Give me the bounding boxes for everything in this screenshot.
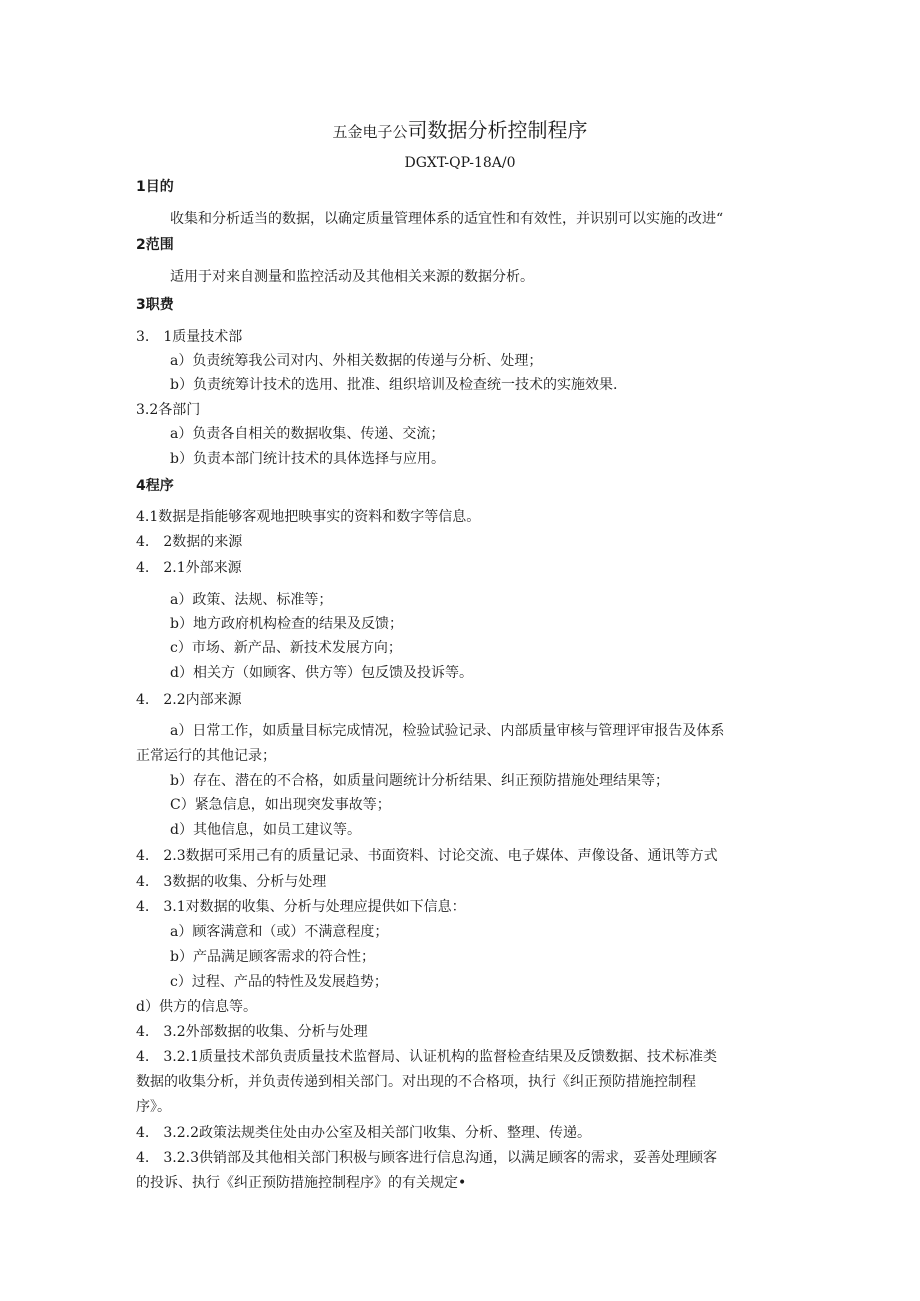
title-large-part: 司数据分析控制程序 [407,118,588,142]
line-4-2: 4. 2数据的来源 [136,534,243,550]
section-3-2-label: 3.2各部门 [136,402,201,418]
line-4-3-2: 4. 3.2外部数据的收集、分析与处理 [136,1024,368,1040]
section-3-2-item-b: b）负责本部门统计技术的具体选择与应用。 [170,451,445,467]
section-2-paragraph: 适用于对来自测量和监控活动及其他相关来源的数据分析。 [170,269,534,285]
list-item: c）过程、产品的特性及发展趋势； [170,974,388,990]
section-3-2-item-a: a）负责各自相关的数据收集、传递、交流； [170,426,445,442]
line-4-3-1: 4. 3.1对数据的收集、分析与处理应提供如下信息： [136,899,466,915]
line-4-3-2-1-part1: 4. 3.2.1质量技术部负责质量技术监督局、认证机构的监督检查结果及反馈数据、技术标准类 [136,1049,717,1065]
section-1-paragraph: 收集和分析适当的数据，以确定质量管理体系的适宜性和有效性，并识别可以实施的改进“ [170,211,724,227]
document-title [0,114,920,143]
line-4-3-2-1-part2: 数据的收集分析，并负责传递到相关部门。对出现的不合格项，执行《纠正预防措施控制程 [136,1074,696,1090]
line-4-2-1: 4. 2.1外部来源 [136,560,242,576]
list-item: d）供方的信息等。 [136,999,257,1015]
section-3-1-item-b: b）负责统筹计技术的选用、批准、组织培训及检查统一技术的实施效果. [170,377,618,393]
list-item: a）顾客满意和（或）不满意程度； [170,924,389,940]
section-4-heading: 4程序 [136,478,174,494]
section-3-1-label: 3. 1质量技术部 [136,329,243,345]
internal-item-a-line2: 正常运行的其他记录； [136,748,276,764]
line-4-2-2: 4. 2.2内部来源 [136,692,242,708]
line-4-2-3: 4. 2.3数据可采用己有的质量记录、书面资料、讨论交流、电子媒体、声像设备、通讯等方式 [136,848,718,864]
internal-item-d: d）其他信息，如员工建议等。 [170,822,361,838]
internal-item-b: b）存在、潜在的不合格，如质量问题统计分析结果、纠正预防措施处理结果等； [170,773,669,789]
list-item: b）产品满足顾客需求的符合性； [170,949,375,965]
document-number: DGXT-QP-18A/0 [404,155,516,171]
list-item: a）政策、法规、标准等； [170,592,333,608]
list-item: d）相关方（如顾客、供方等）包反馈及投诉等。 [170,665,473,681]
internal-item-c: C）紧急信息，如出现突发事故等； [170,797,391,813]
internal-item-a-line1: a）日常工作，如质量目标完成情况，检验试验记录、内部质量审核与管理评审报告及体系 [170,723,725,739]
title-small-part: 五金电子公 [332,123,408,141]
line-4-1: 4.1数据是指能够客观地把映事实的资料和数字等信息。 [136,509,481,525]
section-3-1-item-a: a）负责统筹我公司对内、外相关数据的传递与分析、处理； [170,353,543,369]
section-1-heading: 1目的 [136,179,174,195]
line-4-3: 4. 3数据的收集、分析与处理 [136,874,327,890]
section-3-heading: 3职费 [136,297,174,313]
line-4-3-2-3-part1: 4. 3.2.3供销部及其他相关部门积极与顾客进行信息沟通，以满足顾客的需求，妥善处理顾客 [136,1150,717,1166]
line-4-3-2-2: 4. 3.2.2政策法规类住处由办公室及相关部门收集、分析、整理、传递。 [136,1125,591,1141]
list-item: c）市场、新产品、新技术发展方向； [170,640,402,656]
line-4-3-2-1-part3: 序》。 [136,1099,171,1115]
section-2-heading: 2范围 [136,237,174,253]
line-4-3-2-3-part2: 的投诉、执行《纠正预防措施控制程序》的有关规定• [136,1175,467,1191]
list-item: b）地方政府机构检查的结果及反馈； [170,616,403,632]
